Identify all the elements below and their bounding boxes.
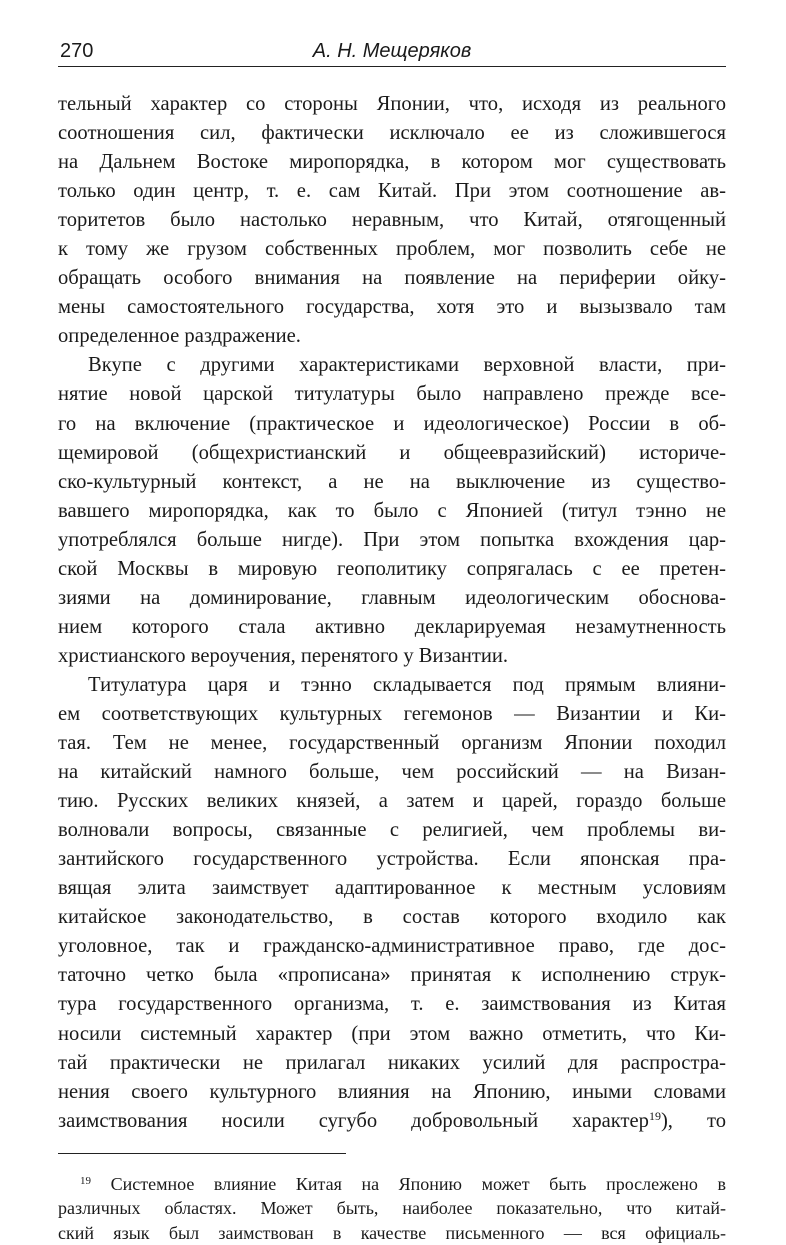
text-line: только один центр, т. е. сам Китай. При этом соотношение ав- <box>58 180 726 203</box>
text-line: тию. Русских великих князей, а затем и царей, гораздо больше <box>58 790 726 813</box>
text-line: вавшего миропорядка, как то было с Японией (титул тэнно не <box>58 499 726 522</box>
text-line: тая. Тем не менее, государственный организм Японии походил <box>58 732 726 755</box>
text-line: ской Москвы в мировую геополитику сопрягалась с ее претен- <box>58 557 726 580</box>
text-line: христианского вероучения, перенятого у Византии. <box>58 644 509 667</box>
footnote-reference[interactable]: 19 <box>648 1108 661 1123</box>
text-line: щемировой (общехристианский и общеевразийский) историче- <box>58 441 726 464</box>
text-line: соотношения сил, фактически исключало ее из сложившегося <box>58 122 726 145</box>
footnote-marker: 19 <box>80 1174 91 1187</box>
running-head: А. Н. Мещеряков <box>312 40 472 62</box>
paragraph-1 <box>58 90 726 351</box>
text-line: нения своего культурного влияния на Японию, иными словами <box>58 1080 726 1103</box>
text-line: нием которого стала активно декларируемая незамутненность <box>58 615 726 638</box>
book-page <box>58 36 726 1245</box>
footnote-divider <box>58 1153 346 1154</box>
page-header <box>58 36 726 67</box>
text-segment: заимствования носили сугубо добровольный характер <box>58 1109 649 1132</box>
text-line: торитетов было настолько неравным, что Китай, отягощенный <box>58 209 726 232</box>
text-line: носили системный характер (при этом важно отметить, что Ки- <box>58 1022 726 1045</box>
text-line: китайское законодательство, в состав которого входило как <box>58 906 726 929</box>
paragraph-3 <box>58 671 726 1136</box>
paragraph-2 <box>58 351 726 671</box>
text-line: го на включение (практическое и идеологическое) России в об- <box>58 412 726 435</box>
text-line: тай практически не прилагал никаких усилий для распростра- <box>58 1051 726 1074</box>
text-line: на китайский намного больше, чем российский — на Визан- <box>58 761 726 784</box>
text-line: вящая элита заимствует адаптированное к местным условиям <box>58 877 726 900</box>
text-line: тельный характер со стороны Японии, что, исходя из реального <box>58 93 726 115</box>
text-line: Вкупе с другими характеристиками верховной власти, при- <box>88 354 726 377</box>
text-line: таточно четко была «прописана» принятая к исполнению струк- <box>58 964 726 987</box>
text-line: зиями на доминирование, главным идеологическим обоснова- <box>58 586 726 609</box>
text-line: к тому же грузом собственных проблем, мог позволить себе не <box>58 238 726 261</box>
text-line: волновали вопросы, связанные с религией, чем проблемы ви- <box>58 819 726 842</box>
text-line: употреблялся больше нигде). При этом попытка вхождения цар- <box>58 528 726 551</box>
footnote-line: ский язык был заимствован в качестве письменного — вся официаль- <box>58 1222 726 1243</box>
text-segment: ), то <box>660 1109 726 1132</box>
text-line-with-footnote-ref <box>58 1107 726 1136</box>
text-line: зантийского государственного устройства. Если японская пра- <box>58 848 726 871</box>
text-line: Титулатура царя и тэнно складывается под прямым влияни- <box>88 673 726 696</box>
text-line: тура государственного организма, т. е. заимствования из Китая <box>58 993 726 1016</box>
footnote-line <box>58 1172 726 1197</box>
text-line: нятие новой царской титулатуры было направлено прежде все- <box>58 383 726 406</box>
text-line: мены самостоятельного государства, хотя это и вызызвало там <box>58 296 726 319</box>
footnote-section <box>58 1172 726 1245</box>
footnote-text: Системное влияние Китая на Японию может быть прослежено в <box>110 1173 726 1194</box>
text-line: определенное раздражение. <box>58 325 301 348</box>
footnote-line: различных областях. Может быть, наиболее показательно, что китай- <box>58 1198 726 1219</box>
body-text <box>58 90 726 1136</box>
text-line: на Дальнем Востоке миропорядка, в котором мог существовать <box>58 151 726 174</box>
text-line: обращать особого внимания на появление на периферии ойку- <box>58 267 726 290</box>
text-line: ем соответствующих культурных гегемонов — Византии и Ки- <box>58 702 726 725</box>
text-line: ско-культурный контекст, а не на выключение из существо- <box>58 470 726 493</box>
text-line: уголовное, так и гражданско-административное право, где дос- <box>58 935 726 958</box>
page-number: 270 <box>60 40 94 62</box>
